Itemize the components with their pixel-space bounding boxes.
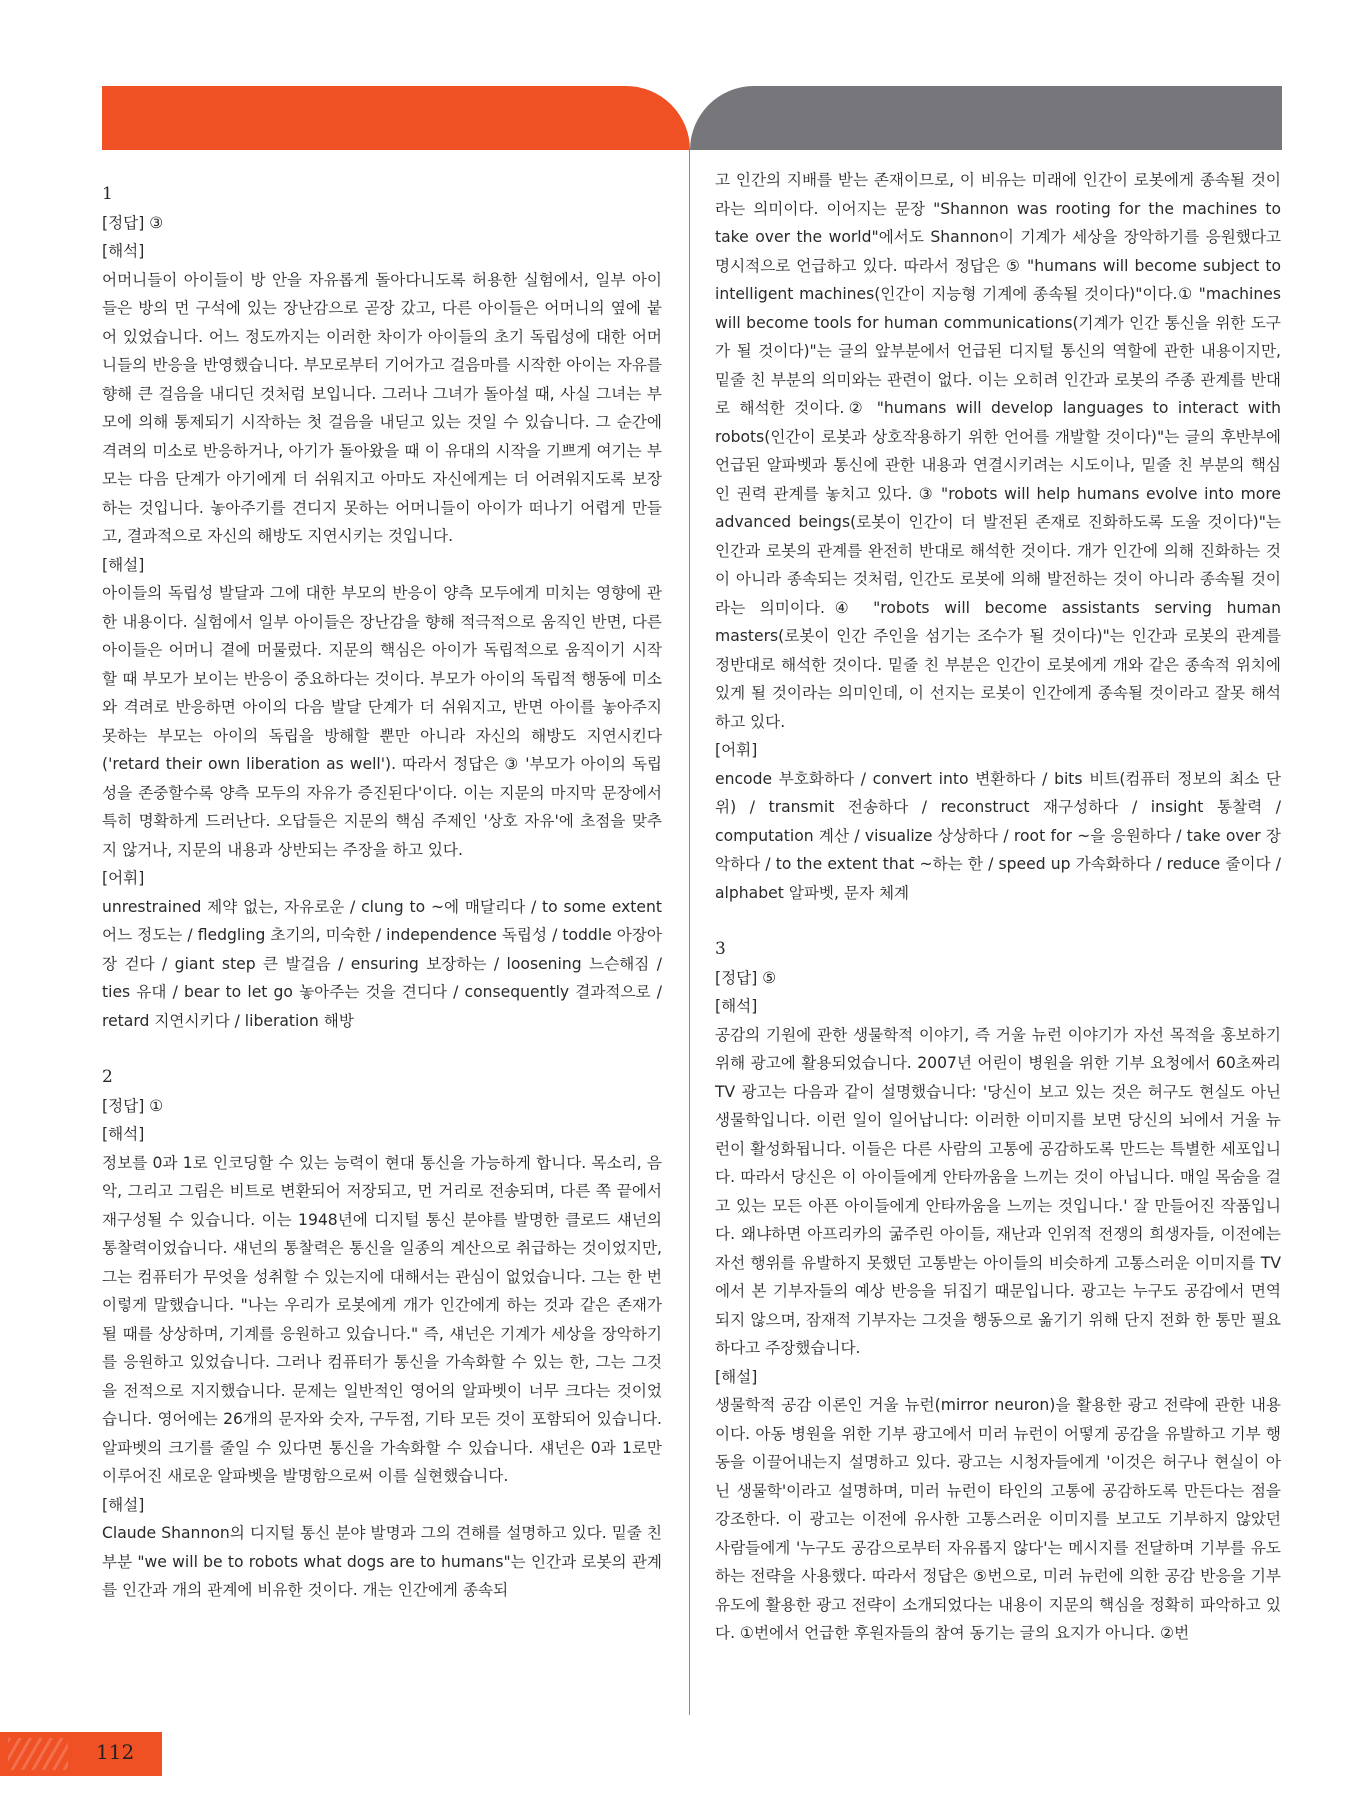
section-label: [정답] ③ [102, 213, 164, 232]
section-label: [해석] [715, 997, 758, 1015]
page-number: 112 [96, 1740, 135, 1764]
page-number-box [0, 1732, 162, 1776]
decorative-pattern [8, 1738, 68, 1770]
section-label: [해설] [715, 1367, 758, 1386]
question-number: 1 [102, 184, 113, 204]
header-bar-right [690, 86, 1282, 150]
question-number: 3 [715, 939, 726, 959]
section-label: [해석] [102, 242, 145, 260]
section-label: [어휘] [715, 741, 758, 759]
paragraph: encode 부호화하다 / convert into 변환하다 / bits 비트(컴퓨터 정보의 최소 단위) / transmit 전송하다 / reconstruct 재구성하다 / insight 통찰력 / computation 계산 / visualize 상상하다 / root for ~을 응원하다 / take over 장악하다 / to the extent that ~하는 한 / speed up 가속화하다 / reduce 줄이다 / alphabet 알파벳, 문자 체계 [715, 769, 1281, 902]
paragraph: 아이들의 독립성 발달과 그에 대한 부모의 반응이 양측 모두에게 미치는 영향에 관한 내용이다. 실험에서 일부 아이들은 장난감을 향해 적극적으로 움직인 반면, 다른 아이들은 어머니 곁에 머물렀다. 지문의 핵심은 아이가 독립적으로 움직이기 시작할 때 부모가 보이는 반응이 중요하다는 것이다. 부모가 아이의 독립적 행동에 미소와 격려로 반응하면 아이의 다음 발달 단계가 더 쉬워지고, 반면 아이를 놓아주지 못하는 부모는 아이의 독립을 방해할 뿐만 아니라 자신의 해방도 지연시킨다('retard their own liberation as well'). 따라서 정답은 ③ '부모가 아이의 독립성을 존중할수록 양측 모두의 자유가 증진된다'이다. 이는 지문의 마지막 문장에서 특히 명확하게 드러난다. 오답들은 지문의 핵심 주제인 '상호 자유'에 초점을 맞추지 않거나, 지문의 내용과 상반되는 주장을 하고 있다. [102, 584, 662, 859]
paragraph: 공감의 기원에 관한 생물학적 이야기, 즉 거울 뉴런 이야기가 자선 목적을 홍보하기 위해 광고에 활용되었습니다. 2007년 어린이 병원을 위한 기부 요청에서 60초짜리 TV 광고는 다음과 같이 설명했습니다: '당신이 보고 있는 것은 허구도 현실도 아닌 생물학입니다. 이런 일이 일어납니다: 이러한 이미지를 보면 당신의 뇌에서 거울 뉴런이 활성화됩니다. 이들은 다른 사람의 고통에 공감하도록 만드는 특별한 세포입니다. 따라서 당신은 이 아이들에게 안타까움을 느끼는 것이 아닙니다. 매일 목숨을 걸고 있는 모든 아픈 아이들에게 안타까움을 느끼는 것입니다.' 잘 만들어진 작품입니다. 왜냐하면 아프리카의 굶주린 아이들, 재난과 인위적 전쟁의 희생자들, 이전에는 자선 행위를 유발하지 못했던 고통받는 아이들의 비슷하게 고통스러운 이미지를 TV에서 본 기부자들의 예상 반응을 뒤집기 때문입니다. 광고는 누구도 공감에서 면역되지 않으며, 잠재적 기부자는 그것을 행동으로 옮기기 위해 단지 전화 한 통만 필요하다고 주장했습니다. [715, 1025, 1281, 1357]
section-label: [해설] [102, 1495, 145, 1514]
header-bar-left [102, 86, 690, 150]
paragraph: 정보를 0과 1로 인코딩할 수 있는 능력이 현대 통신을 가능하게 합니다. 목소리, 음악, 그리고 그림은 비트로 변환되어 저장되고, 먼 거리로 전송되며, 다른 쪽 끝에서 재구성될 수 있습니다. 이는 1948년에 디지털 통신 분야를 발명한 클로드 섀넌의 통찰력이었습니다. 섀넌의 통찰력은 통신을 일종의 계산으로 취급하는 것이었지만, 그는 컴퓨터가 무엇을 성취할 수 있는지에 대해서는 관심이 없었습니다. 그는 한 번 이렇게 말했습니다. "나는 우리가 로봇에게 개가 인간에게 하는 것과 같은 존재가 될 때를 상상하며, 기계를 응원하고 있습니다." 즉, 섀넌은 기계가 세상을 장악하기를 응원하고 있었습니다. 그러나 컴퓨터가 통신을 가속화할 수 있는 한, 그는 그것을 전적으로 지지했습니다. 문제는 일반적인 영어의 알파벳이 너무 크다는 것이었습니다. 영어에는 26개의 문자와 숫자, 구두점, 기타 모든 것이 포함되어 있습니다. 알파벳의 크기를 줄일 수 있다면 통신을 가속화할 수 있습니다. 섀넌은 0과 1로만 이루어진 새로운 알파벳을 발명함으로써 이를 실현했습니다. [102, 1153, 662, 1485]
column-divider [689, 150, 690, 1715]
section-gap [102, 1035, 662, 1063]
paragraph: 생물학적 공감 이론인 거울 뉴런(mirror neuron)을 활용한 광고 전략에 관한 내용이다. 아동 병원을 위한 기부 광고에서 미러 뉴런이 어떻게 공감을 유발하고 기부 행동을 이끌어내는지 설명하고 있다. 광고는 시청자들에게 '이것은 허구나 현실이 아닌 생물학'이라고 설명하며, 미러 뉴런이 타인의 고통에 공감하도록 만든다는 점을 강조한다. 이 광고는 이전에 유사한 고통스러운 이미지를 보고도 기부하지 않았던 사람들에게 '누구도 공감으로부터 자유롭지 않다'는 메시지를 전달하며 기부를 유도하는 전략을 사용했다. 따라서 정답은 ⑤번으로, 미러 뉴런에 의한 공감 반응을 기부 유도에 활용한 광고 전략이 소개되었다는 내용이 지문의 핵심을 정확히 파악하고 있다. ①번에서 언급한 후원자들의 참여 동기는 글의 요지가 아니다. ②번 [715, 1396, 1281, 1642]
paragraph: Claude Shannon의 디지털 통신 분야 발명과 그의 견해를 설명하고 있다. 밑줄 친 부분 "we will be to robots what dogs are to humans"는 인간과 로봇의 관계를 인간과 개의 관계에 비유한 것이다. 개는 인간에게 종속되 [102, 1524, 662, 1599]
paragraph: unrestrained 제약 없는, 자유로운 / clung to ~에 매달리다 / to some extent 어느 정도는 / fledgling 초기의, 미숙한 / independence 독립성 / toddle 아장아장 걷다 / giant step 큰 발걸음 / ensuring 보장하는 / loosening 느슨해짐 / ties 유대 / bear to let go 놓아주는 것을 견디다 / consequently 결과적으로 / retard 지연시키다 / liberation 해방 [102, 897, 662, 1030]
section-label: [해설] [102, 555, 145, 574]
section-label: [어휘] [102, 869, 145, 887]
left-column [102, 180, 662, 1605]
section-gap [715, 907, 1281, 935]
section-label: [해석] [102, 1125, 145, 1143]
question-number: 2 [102, 1067, 113, 1087]
paragraph: 어머니들이 아이들이 방 안을 자유롭게 돌아다니도록 허용한 실험에서, 일부 아이들은 방의 먼 구석에 있는 장난감으로 곧장 갔고, 다른 아이들은 어머니의 옆에 붙어 있었습니다. 어느 정도까지는 이러한 차이가 아이들의 초기 독립성에 대한 어머니들의 반응을 반영했습니다. 부모로부터 기어가고 걸음마를 시작한 아이는 자유를 향해 큰 걸음을 내디딘 것처럼 보입니다. 그러나 그녀가 돌아설 때, 사실 그녀는 부모에 의해 통제되기 시작하는 첫 걸음을 내딛고 있는 것일 수 있습니다. 그 순간에 격려의 미소로 반응하거나, 아기가 돌아왔을 때 이 유대의 시작을 기쁘게 여기는 부모는 다음 단계가 아기에게 더 쉬워지고 아마도 자신에게는 더 어려워지도록 보장하는 것입니다. 놓아주기를 견디지 못하는 어머니들이 아이가 떠나기 어렵게 만들고, 결과적으로 자신의 해방도 지연시키는 것입니다. [102, 270, 662, 545]
section-label: [정답] ① [102, 1096, 164, 1115]
section-label: [정답] ⑤ [715, 968, 777, 987]
paragraph: 고 인간의 지배를 받는 존재이므로, 이 비유는 미래에 인간이 로봇에게 종속될 것이라는 의미이다. 이어지는 문장 "Shannon was rooting for the machines to take over the world"에서도 Shannon이 기계가 세상을 장악하기를 응원했다고 명시적으로 언급하고 있다. 따라서 정답은 ⑤ "humans will become subject to intelligent machines(인간이 지능형 기계에 종속될 것이다)"이다.① "machines will become tools for human communications(기계가 인간 통신을 위한 도구가 될 것이다)"는 글의 앞부분에서 언급된 디지털 통신의 역할에 관한 내용이지만, 밑줄 친 부분의 의미와는 관련이 없다. 이는 오히려 인간과 로봇의 주종 관계를 반대로 해석한 것이다.② "humans will develop languages to interact with robots(인간이 로봇과 상호작용하기 위한 언어를 개발할 것이다)"는 글의 후반부에 언급된 알파벳과 통신에 관한 내용과 연결시키려는 시도이나, 밑줄 친 부분의 핵심인 권력 관계를 놓치고 있다. ③ "robots will help humans evolve into more advanced beings(로봇이 인간이 더 발전된 존재로 진화하도록 도울 것이다)"는 인간과 로봇의 관계를 완전히 반대로 해석한 것이다. 개가 인간에 의해 진화하는 것이 아니라 종속되는 것처럼, 인간도 로봇에 의해 발전하는 것이 아니라 종속될 것이라는 의미이다.④ "robots will become assistants serving human masters(로봇이 인간 주인을 섬기는 조수가 될 것이다)"는 인간과 로봇의 관계를 정반대로 해석한 것이다. 밑줄 친 부분은 인간이 로봇에게 개와 같은 종속적 위치에 있게 될 것이라는 의미인데, 이 선지는 로봇이 인간에게 종속될 것이라고 잘못 해석하고 있다. [715, 171, 1281, 731]
right-column [715, 166, 1281, 1648]
